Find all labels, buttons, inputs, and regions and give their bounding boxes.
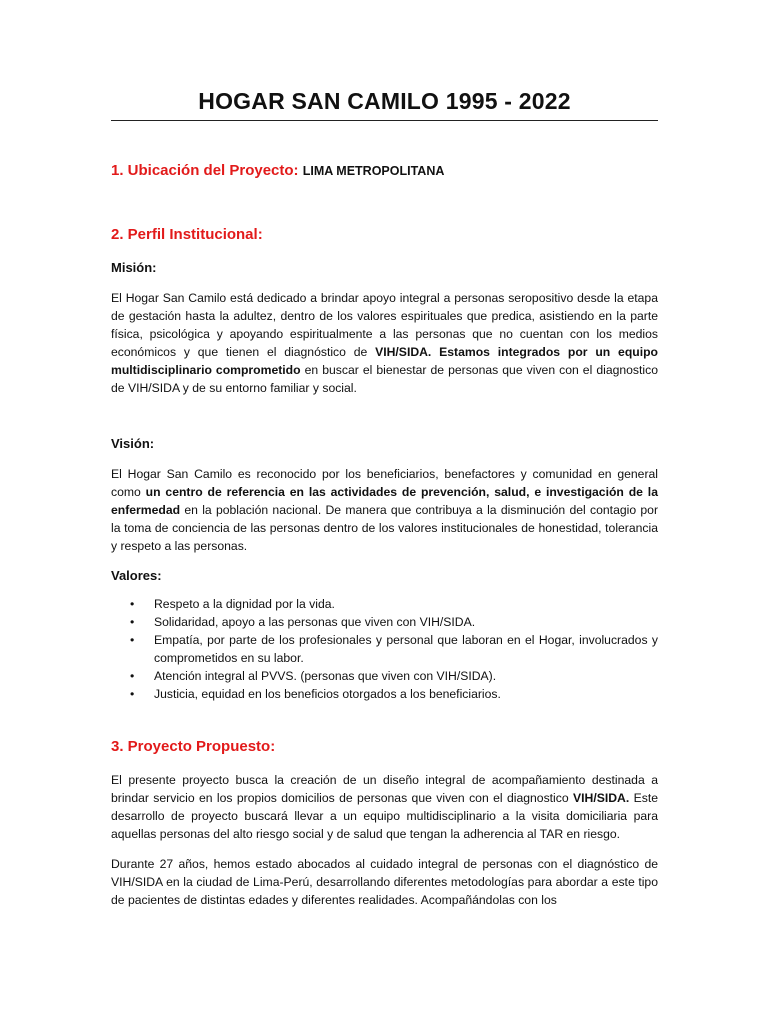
vision-text-1: El Hogar San Camilo es reconocido por los beneficiarios, benefactores y comunidad en general como	[111, 467, 658, 499]
list-item	[130, 595, 658, 613]
section-heading-proyecto: 3. Proyecto Propuesto:	[111, 738, 276, 755]
proyecto-text-1: El presente proyecto busca la creación de un diseño integral de acompañamiento destinada a brindar servicio en los propios domicilios de personas que viven con el diagnostico	[111, 773, 658, 805]
proyecto-text-2: Este desarrollo de proyecto buscará llevar a un equipo multidisciplinario a la visita domiciliaria para aquellas personas del alto riesgo social y de salud que tengan la adherencia al TAR en riesgo.	[111, 791, 658, 841]
section-heading-perfil: 2. Perfil Institucional:	[111, 226, 263, 243]
valor-text: Justicia, equidad en los beneficios otorgados a los beneficiarios.	[154, 687, 501, 701]
mision-paragraph	[111, 289, 658, 397]
section-proyecto	[111, 737, 658, 909]
vision-bold-1: un centro de referencia en las actividades de prevención, salud, e investigación de la enfermedad	[111, 485, 658, 517]
valor-text: Atención integral al PVVS. (personas que viven con VIH/SIDA).	[154, 669, 497, 683]
bullet-icon: •	[130, 633, 135, 647]
mision-label: Misión:	[111, 260, 157, 275]
title-divider	[111, 120, 658, 121]
valor-text: Empatía, por parte de los profesionales y personal que laboran en el Hogar, involucrados y comprometidos en su labor.	[154, 633, 658, 665]
bullet-icon: •	[130, 687, 135, 701]
valor-text: Respeto a la dignidad por la vida.	[154, 597, 335, 611]
proyecto-bold: VIH/SIDA.	[573, 791, 630, 805]
mision-text-1: El Hogar San Camilo está dedicado a brindar apoyo integral a personas seropositivo desde la etapa de gestación hasta la adultez, dentro de los valores espirituales que predica, asistiendo en la parte física, psicológica y apoyando espiritualmente a las personas que no cuentan con los medios económicos y que tienen el diagnóstico de	[111, 291, 658, 359]
section-ubicacion	[111, 161, 658, 181]
proyecto-paragraph-2: Durante 27 años, hemos estado abocados al cuidado integral de personas con el diagnóstico de VIH/SIDA en la ciudad de Lima-Perú, desarrollando diferentes metodologías para abordar a este tipo de pacientes de distintas edades y diferentes realidades. Acompañándolas con los	[111, 857, 658, 907]
valor-text: Solidaridad, apoyo a las personas que viven con VIH/SIDA.	[154, 615, 476, 629]
bullet-icon: •	[130, 669, 135, 683]
vision-paragraph	[111, 465, 658, 555]
bullet-icon: •	[130, 597, 135, 611]
list-item	[130, 685, 658, 703]
vision-text-2: en la población nacional. De manera que contribuya a la disminución del contagio por la toma de conciencia de las personas dentro de los valores institucionales de honestidad, tolerancia y respeto a las personas.	[111, 503, 658, 553]
mision-bold-1: VIH/SIDA. Estamos integrados por un equipo multidisciplinario comprometido	[111, 345, 658, 377]
page-title: HOGAR SAN CAMILO 1995 - 2022	[198, 88, 571, 114]
mision-text-2: en buscar el bienestar de personas que viven con el diagnostico de VIH/SIDA y de su entorno familiar y social.	[111, 363, 658, 395]
proyecto-paragraph-1	[111, 771, 658, 843]
valores-list	[111, 595, 658, 703]
list-item	[130, 631, 658, 667]
location-value: LIMA METROPOLITANA	[302, 164, 445, 178]
vision-label: Visión:	[111, 436, 155, 451]
section-perfil	[111, 225, 658, 703]
bullet-icon: •	[130, 615, 135, 629]
section-heading-ubicacion: 1. Ubicación del Proyecto:	[111, 162, 299, 179]
list-item	[130, 613, 658, 631]
list-item	[130, 667, 658, 685]
valores-label: Valores:	[111, 568, 162, 583]
